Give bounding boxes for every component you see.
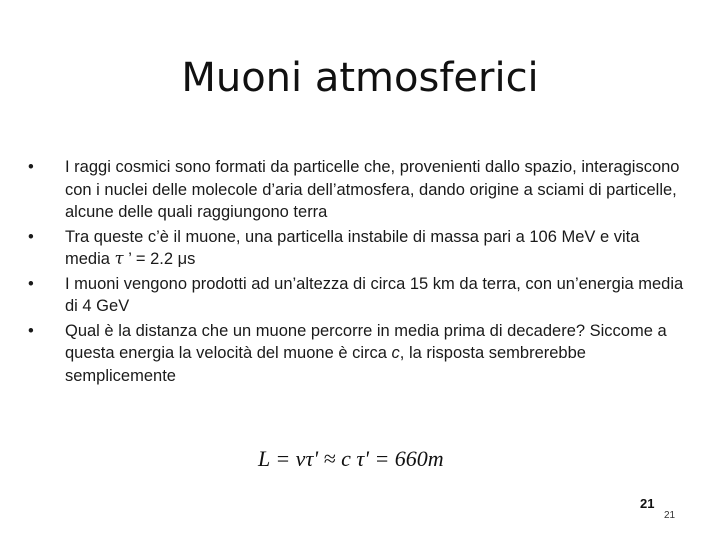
- distance-formula: L = vτ' ≈ c τ' = 660m: [258, 446, 444, 471]
- bullet-text: Qual è la distanza che un muone percorre in media prima di decadere? Siccome a questa energia la velocità del muone è circa: [65, 321, 667, 362]
- bullet-text-tail: , la risposta sembrerebbe semplicemente: [65, 344, 586, 385]
- bullet-text: I raggi cosmici sono formati da particelle che, provenienti dallo spazio, interagiscono con i nuclei delle molecole d’aria dell’atmosfera, dando origine a sciami di particelle, alcune delle quali raggiungono terra: [65, 158, 680, 221]
- bullet-text: Tra queste c’è il muone, una particella instabile di massa pari a 106 MeV e vita media: [65, 227, 640, 268]
- slide-title: Muoni atmosferici: [181, 55, 539, 101]
- bullet-text: I muoni vengono prodotti ad un’altezza di circa 15 km da terra, con un’energia media di 4 GeV: [65, 274, 684, 315]
- bullet-text-tail: ’ = 2.2 μs: [123, 250, 196, 268]
- bullet-dot: •: [28, 158, 34, 176]
- page-number-footer: 21: [664, 510, 676, 521]
- page-number: 21: [640, 496, 655, 511]
- bullet-item: [28, 320, 688, 388]
- bullet-dot: •: [28, 321, 34, 340]
- bullet-item: [28, 226, 688, 271]
- bullet-item: [28, 273, 688, 318]
- bullet-dot: •: [28, 274, 34, 293]
- speed-of-light-symbol: c: [391, 344, 400, 362]
- tau-symbol: τ: [114, 249, 124, 268]
- bullet-list: [28, 156, 688, 389]
- bullet-item: [28, 156, 688, 224]
- bullet-dot: •: [28, 227, 34, 246]
